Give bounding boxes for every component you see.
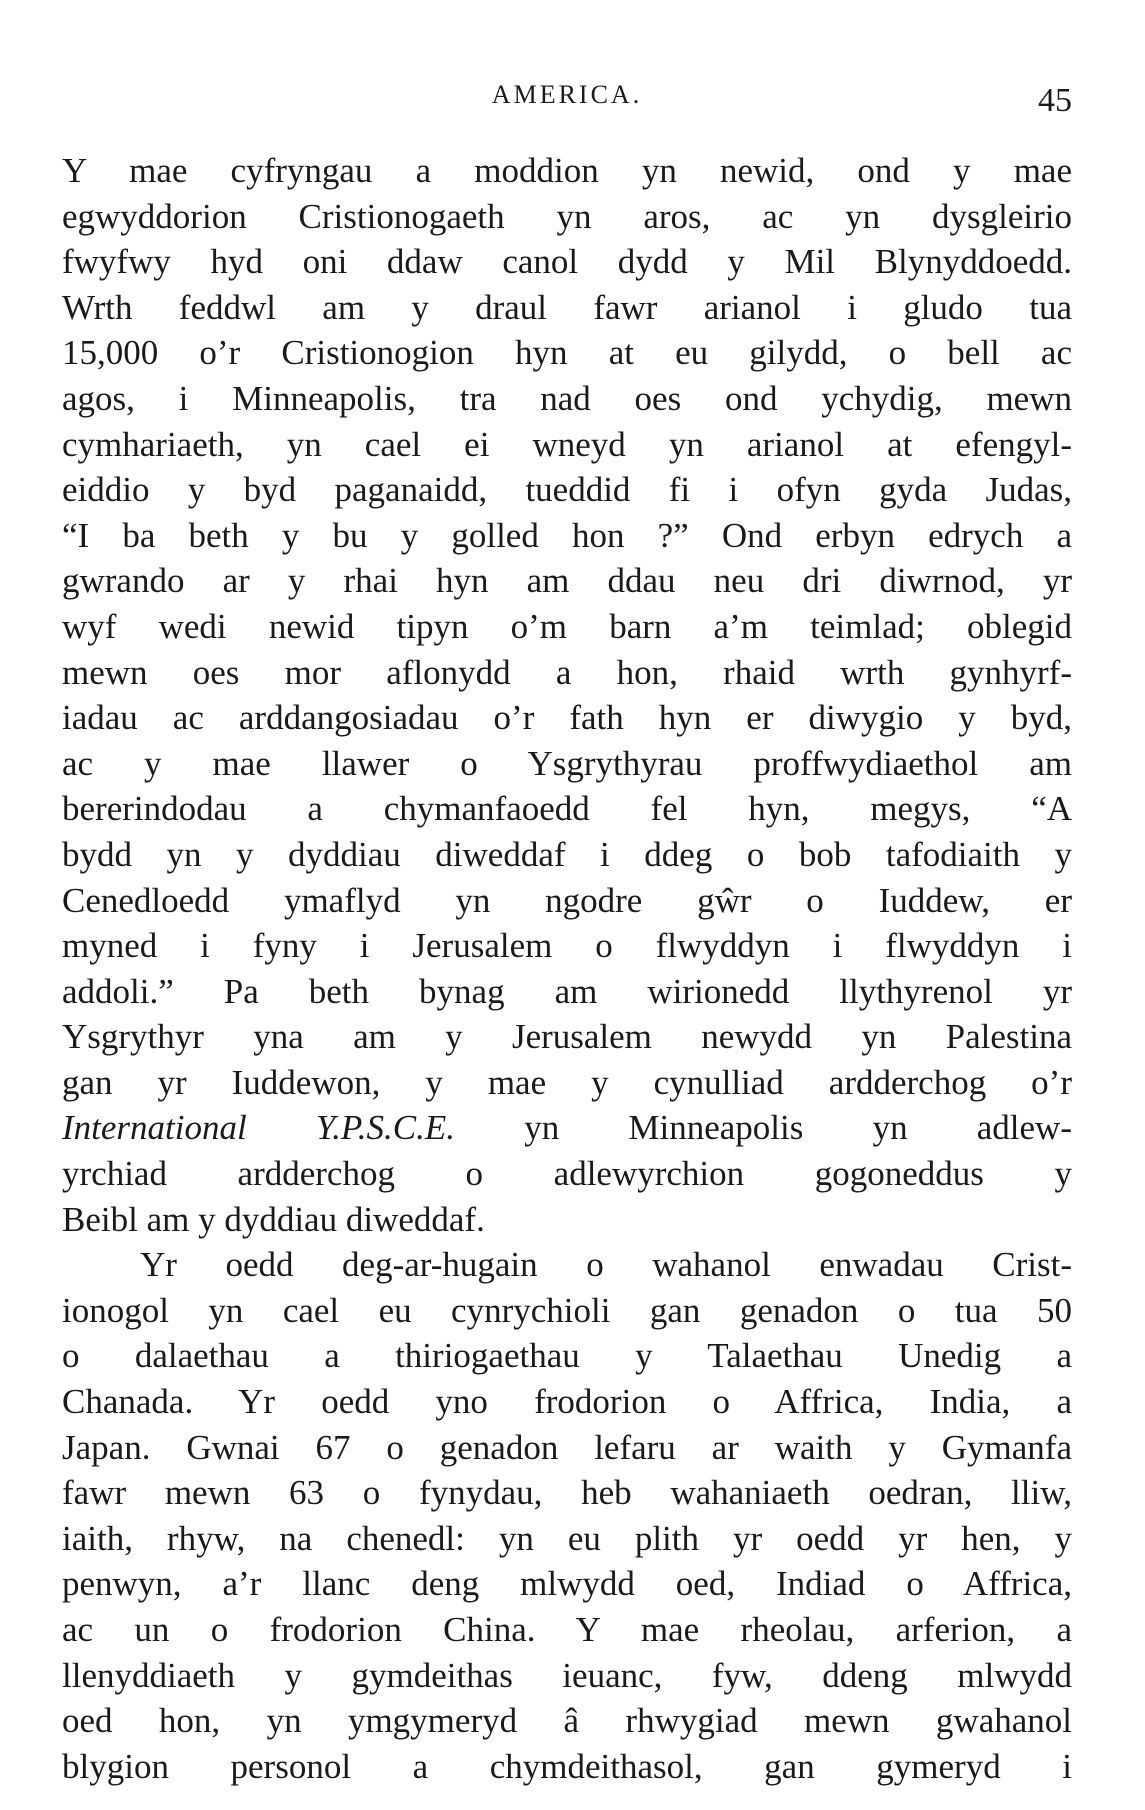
text-line: oed hon, yn ymgymeryd â rhwygiad mewn gwahanol	[62, 1701, 1072, 1741]
running-title: AMERICA.	[491, 80, 643, 109]
text-line: ac un o frodorion China. Y mae rheolau, arferion, a	[62, 1610, 1072, 1649]
text-line: “I ba beth y bu y golled hon ?” Ond erbyn edrych a	[62, 515, 1072, 555]
text-line: wyf wedi newid tipyn o’m barn a’m teimlad; oblegid	[62, 606, 1072, 646]
text-line: fawr mewn 63 o fynydau, heb wahaniaeth oedran, lliw,	[62, 1473, 1072, 1513]
text-line: egwyddorion Cristionogaeth yn aros, ac yn dysgleirio	[62, 196, 1072, 236]
text-line: fwyfwy hyd oni ddaw canol dydd y Mil Blynyddoedd.	[62, 242, 1072, 282]
text-line: gan yr Iuddewon, y mae y cynulliad ardderchog o’r	[62, 1062, 1072, 1102]
text-line: Y mae cyfryngau a moddion yn newid, ond y mae	[62, 151, 1072, 190]
page-number: 45	[1038, 82, 1072, 119]
text-line: Cenedloedd ymaflyd yn ngodre gŵr o Iuddew, er	[62, 880, 1072, 920]
text-line: iaith, rhyw, na chenedl: yn eu plith yr oedd yr hen, y	[62, 1518, 1072, 1558]
text-line: ionogol yn cael eu cynrychioli gan genadon o tua 50	[62, 1290, 1072, 1330]
text-line: cymhariaeth, yn cael ei wneyd yn arianol at efengyl-	[62, 424, 1072, 464]
text-line: ac y mae llawer o Ysgrythyrau proffwydiaethol am	[62, 743, 1072, 783]
italic-title: International Y.P.S.C.E.	[62, 1108, 455, 1148]
body-text	[62, 148, 1072, 1789]
text-line: addoli.” Pa beth bynag am wirionedd llythyrenol yr	[62, 971, 1072, 1011]
text-line: agos, i Minneapolis, tra nad oes ond ychydig, mewn	[62, 378, 1072, 418]
text-line: yrchiad ardderchog o adlewyrchion gogoneddus y	[62, 1154, 1072, 1194]
text-line: Wrth feddwl am y draul fawr arianol i gludo tua	[62, 287, 1072, 327]
text-line: llenyddiaeth y gymdeithas ieuanc, fyw, ddeng mlwydd	[62, 1655, 1072, 1695]
paragraph-first-line: Yr oedd deg-ar-hugain o wahanol enwadau Crist-	[140, 1245, 1072, 1285]
text-line: gwrando ar y rhai hyn am ddau neu dri diwrnod, yr	[62, 561, 1072, 601]
text-line: Chanada. Yr oedd yno frodorion o Affrica, India, a	[62, 1382, 1072, 1422]
page-header	[62, 72, 1072, 122]
text-line: bererindodau a chymanfaoedd fel hyn, megys, “A	[62, 789, 1072, 829]
text-line: myned i fyny i Jerusalem o flwyddyn i flwyddyn i	[62, 926, 1072, 966]
text-line: 15,000 o’r Cristionogion hyn at eu gilydd, o bell ac	[62, 333, 1072, 373]
text-line: eiddio y byd paganaidd, tueddid fi i ofyn gyda Judas,	[62, 470, 1072, 510]
text-line: blygion personol a chymdeithasol, gan gymeryd i	[62, 1746, 1072, 1786]
text-line: o dalaethau a thiriogaethau y Talaethau Unedig a	[62, 1336, 1072, 1376]
text-line: iadau ac arddangosiadau o’r fath hyn er diwygio y byd,	[62, 698, 1072, 738]
paragraph-last-line: Beibl am y dyddiau diweddaf.	[62, 1199, 485, 1239]
text-line-mixed	[62, 1105, 1072, 1151]
text-line: Japan. Gwnai 67 o genadon lefaru ar waith y Gymanfa	[62, 1427, 1072, 1467]
text-line: Ysgrythyr yna am y Jerusalem newydd yn Palestina	[62, 1017, 1072, 1057]
text-line: mewn oes mor aflonydd a hon, rhaid wrth gynhyrf-	[62, 652, 1072, 692]
text-fragment: yn Minneapolis yn adlew-	[524, 1108, 1072, 1148]
text-line: penwyn, a’r llanc deng mlwydd oed, Indiad o Affrica,	[62, 1564, 1072, 1604]
text-line: bydd yn y dyddiau diweddaf i ddeg o bob tafodiaith y	[62, 834, 1072, 874]
